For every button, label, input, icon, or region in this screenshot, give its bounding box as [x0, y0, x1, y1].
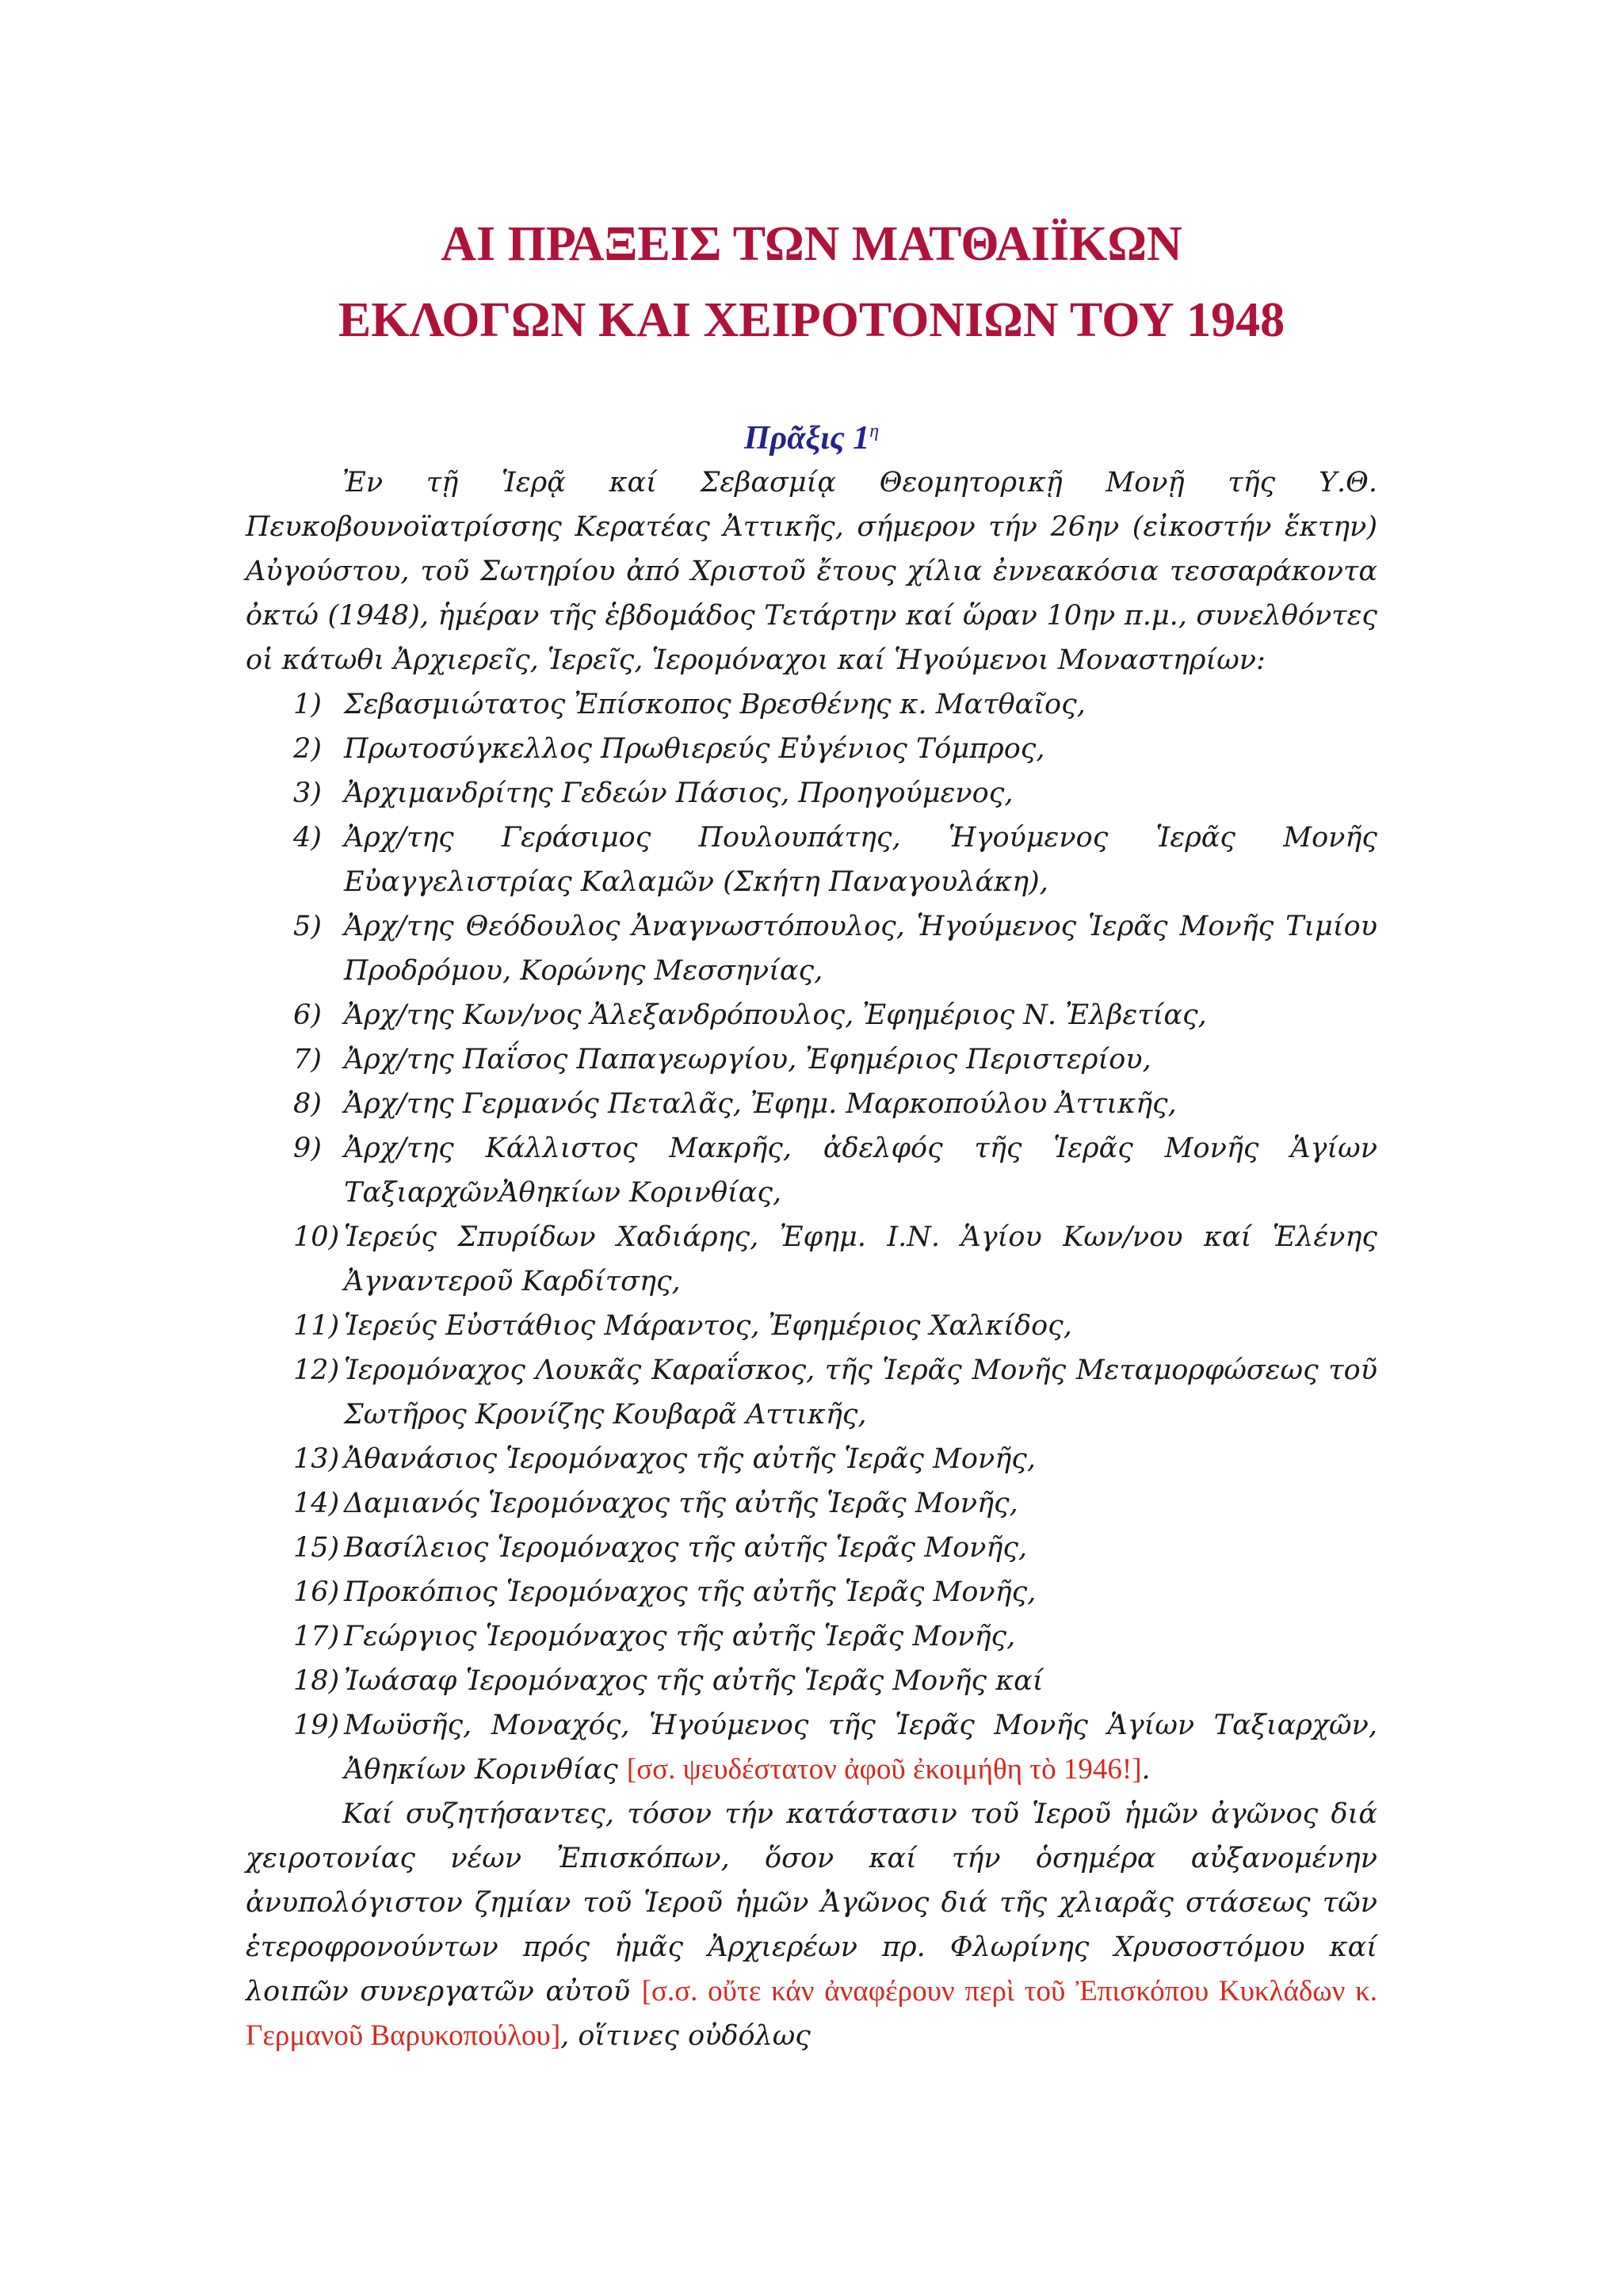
list-item-text: Ἱερομόναχος Λουκᾶς Καραΐσκος, τῆς Ἱερᾶς Μονῆς Μεταμορφώσεως τοῦ Σωτῆρος Κρονίζης Κουβαρᾶ Αττικῆς,	[344, 1354, 1377, 1431]
list-item-number: 5)	[293, 911, 322, 942]
list-item	[246, 1082, 1377, 1126]
list-item	[246, 1659, 1377, 1703]
list-item-text: Ἀθανάσιος Ἱερομόναχος τῆς αὐτῆς Ἱερᾶς Μονῆς,	[344, 1443, 1036, 1475]
list-item	[246, 1570, 1377, 1614]
list-item-number: 17)	[293, 1621, 340, 1652]
title-line-1: ΑΙ ΠΡΑΞΕΙΣ ΤΩΝ ΜΑΤΘΑΙΪΚΩΝ	[441, 217, 1182, 271]
list-item-text: Ἀρχ/της Κων/νος Ἀλεξανδρόπουλος, Ἐφημέριος Ν. Ἐλβετίας,	[344, 999, 1207, 1031]
section-heading-text: Πρᾶξις 1	[743, 420, 870, 457]
list-item-text: Ἀρχ/της Θεόδουλος Ἀναγνωστόπουλος, Ἡγούμενος Ἱερᾶς Μονῆς Τιμίου Προδρόμου, Κορώνης Μεσσηνίας,	[344, 911, 1377, 987]
list-item-text: Ἱερεύς Σπυρίδων Χαδιάρης, Ἐφημ. Ι.Ν. Ἁγίου Κων/νου καί Ἑλένης Ἀγναντεροῦ Καρδίτσης,	[344, 1221, 1377, 1297]
list-item-number: 13)	[293, 1443, 340, 1475]
list-item-text: Μωϋσῆς, Μοναχός, Ἡγούμενος τῆς Ἱερᾶς Μονῆς Ἁγίων Ταξιαρχῶν, Ἀθηκίων Κορινθίας	[344, 1710, 1377, 1786]
closing-text-part-2: , οἵτινες οὐδόλως	[560, 2020, 811, 2052]
list-item-text: Ἰωάσαφ Ἱερομόναχος τῆς αὐτῆς Ἱερᾶς Μονῆς καί	[344, 1665, 1044, 1697]
list-item-number: 16)	[293, 1576, 340, 1608]
section-heading-superscript: η	[869, 421, 880, 441]
list-item-text: Σεβασμιώτατος Ἐπίσκοπος Βρεσθένης κ. Ματθαῖος,	[344, 689, 1086, 720]
members-list	[246, 682, 1377, 1792]
list-item-text: Ἀρχ/της Γεράσιμος Πουλουπάτης, Ἡγούμενος Ἱερᾶς Μονῆς Εὐαγγελιστρίας Καλαμῶν (Σκήτη Παναγουλάκη),	[344, 822, 1377, 898]
list-item-number: 2)	[293, 733, 322, 765]
document-title	[246, 206, 1377, 358]
list-item-text: Προκόπιος Ἱερομόναχος τῆς αὐτῆς Ἱερᾶς Μονῆς,	[344, 1576, 1037, 1608]
list-item	[246, 1481, 1377, 1526]
list-item-number: 3)	[293, 777, 322, 809]
list-item-number: 18)	[293, 1665, 340, 1697]
list-item	[246, 1437, 1377, 1481]
list-item-number: 10)	[293, 1221, 340, 1253]
list-item	[246, 771, 1377, 816]
list-item-number: 9)	[293, 1133, 322, 1164]
list-item-text: Πρωτοσύγκελλος Πρωθιερεύς Εὐγένιος Τόμπρος,	[344, 733, 1045, 765]
list-item	[246, 1614, 1377, 1659]
list-item	[246, 1037, 1377, 1082]
section-heading	[246, 409, 1377, 460]
list-item-trailing: .	[1141, 1754, 1151, 1786]
list-item	[246, 1304, 1377, 1348]
list-item	[246, 1126, 1377, 1215]
list-item	[246, 1703, 1377, 1792]
list-item-text: Ἀρχ/της Γερμανός Πεταλᾶς, Ἐφημ. Μαρκοπούλου Ἀττικῆς,	[344, 1088, 1177, 1120]
closing-text-part-1: Καί συζητήσαντες, τόσον τήν κατάστασιν τοῦ Ἱεροῦ ἡμῶν ἀγῶνος διά χειροτονίας νέων Ἐπισκόπων, ὅσον καί τήν ὁσημέρα αὐξανομένην ἀνυπολόγιστον ζημίαν τοῦ Ἱεροῦ ἡμῶν Ἀγῶνος διά τῆς χλιαρᾶς στάσεως τῶν ἑτεροφρονούντων πρός ἡμᾶς Ἀρχιερέων πρ. Φλωρίνης Χρυσοστόμου καί λοιπῶν συνεργατῶν αὐτοῦ	[246, 1798, 1377, 2008]
editor-note: [σ.σ. οὔτε κάν ἀναφέρουν περὶ τοῦ Ἐπισκόπου Κυκλάδων κ. Γερμανοῦ Βαρυκοπούλου]	[246, 1975, 1377, 2052]
editor-note: [σσ. ψευδέστατον ἀφοῦ ἐκοιμήθη τὸ 1946!]	[626, 1753, 1142, 1786]
list-item-number: 4)	[293, 822, 322, 854]
title-line-2: ΕΚΛΟΓΩΝ ΚΑΙ ΧΕΙΡΟΤΟΝΙΩΝ ΤΟΥ 1948	[338, 293, 1285, 347]
list-item-number: 15)	[293, 1532, 340, 1564]
list-item-number: 1)	[293, 689, 322, 720]
list-item	[246, 904, 1377, 993]
list-item-number: 6)	[293, 999, 322, 1031]
list-item-number: 8)	[293, 1088, 322, 1120]
list-item	[246, 1526, 1377, 1570]
list-item	[246, 816, 1377, 904]
list-item-number: 11)	[293, 1310, 340, 1342]
list-item-text: Δαμιανός Ἱερομόναχος τῆς αὐτῆς Ἱερᾶς Μονῆς,	[344, 1488, 1018, 1519]
list-item-text: Ἀρχ/της Παΐσος Παπαγεωργίου, Ἐφημέριος Περιστερίου,	[344, 1044, 1151, 1075]
list-item-number: 7)	[293, 1044, 322, 1075]
closing-paragraph	[246, 1792, 1377, 2058]
list-item-text: Βασίλειος Ἱερομόναχος τῆς αὐτῆς Ἱερᾶς Μονῆς,	[344, 1532, 1028, 1564]
document-page	[246, 206, 1377, 2058]
list-item-number: 19)	[293, 1710, 340, 1741]
list-item	[246, 727, 1377, 771]
list-item	[246, 993, 1377, 1037]
list-item	[246, 1215, 1377, 1304]
list-item	[246, 682, 1377, 727]
list-item-text: Ἀρχιμανδρίτης Γεδεών Πάσιος, Προηγούμενος,	[344, 777, 1014, 809]
list-item-text: Ἀρχ/της Κάλλιστος Μακρῆς, ἀδελφός τῆς Ἱερᾶς Μονῆς Ἁγίων ΤαξιαρχῶνἈθηκίων Κορινθίας,	[344, 1133, 1377, 1209]
intro-paragraph: Ἐν τῇ Ἱερᾷ καί Σεβασμίᾳ Θεομητορικῇ Μονῇ τῆς Υ.Θ. Πευκοβουνοϊατρίσσης Κερατέας Ἀττικῆς, σήμερον τήν 26ην (εἰκοστήν ἕκτην) Αὐγούστου, τοῦ Σωτηρίου ἀπό Χριστοῦ ἔτους χίλια ἐννεακόσια τεσσαράκοντα ὀκτώ (1948), ἡμέραν τῆς ἑβδομάδος Τετάρτην καί ὥραν 10ην π.μ., συνελθόντες οἱ κάτωθι Ἀρχιερεῖς, Ἱερεῖς, Ἱερομόναχοι καί Ἡγούμενοι Μοναστηρίων:	[246, 467, 1377, 676]
list-item-number: 12)	[293, 1354, 340, 1386]
list-item-text: Ἱερεύς Εὐστάθιος Μάραντος, Ἐφημέριος Χαλκίδος,	[344, 1310, 1072, 1342]
list-item-number: 14)	[293, 1488, 340, 1519]
list-item	[246, 1348, 1377, 1437]
list-item-text: Γεώργιος Ἱερομόναχος τῆς αὐτῆς Ἱερᾶς Μονῆς,	[344, 1621, 1016, 1652]
